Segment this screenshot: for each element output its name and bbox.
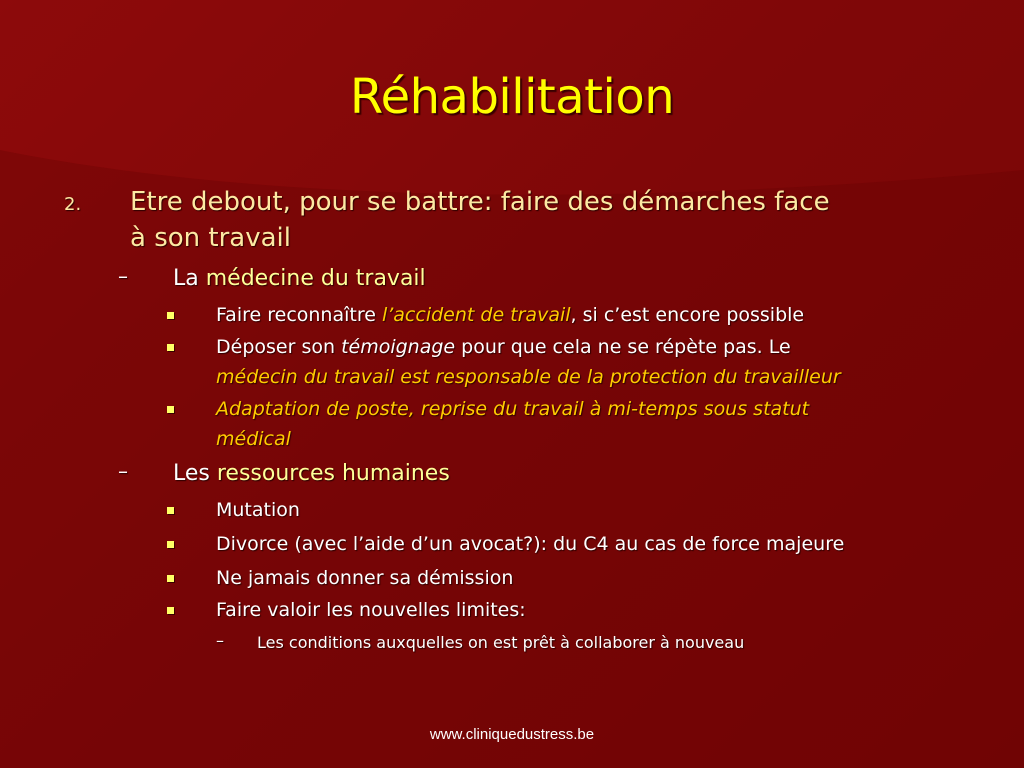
bullet-deposer-line2: médecin du travail est responsable de la protection du travailleur [216, 366, 841, 388]
footer-url: www.cliniquedustress.be [429, 726, 595, 743]
sub-heading-prefix: La [173, 266, 206, 291]
item-heading-line1: Etre debout, pour se battre: faire des démarches face [130, 187, 830, 217]
bullet-reconnaitre [216, 300, 804, 331]
bullet-square-icon [167, 575, 174, 582]
bullet-square-icon [167, 507, 174, 514]
dash-marker: – [216, 631, 224, 650]
bullet-demission: Ne jamais donner sa démission [216, 567, 514, 589]
sub-heading-medecine [173, 264, 426, 294]
sub-heading-highlight: ressources humaines [216, 461, 450, 486]
bullet-text-post: , si c’est encore possible [570, 304, 805, 326]
bullet-deposer [216, 332, 791, 363]
bullet-square-icon [167, 344, 174, 351]
dash-marker: – [118, 264, 128, 288]
subbullet-conditions: Les conditions auxquelles on est prêt à collaborer à nouveau [257, 633, 745, 652]
bullet-square-icon [167, 312, 174, 319]
bullet-divorce: Divorce (avec l’aide d’un avocat?): du C4 au cas de force majeure [216, 533, 845, 555]
bullet-square-icon [167, 541, 174, 548]
item-heading-line2: à son travail [130, 223, 291, 253]
dash-marker: – [118, 459, 128, 483]
bullet-text-post: pour que cela ne se répète pas. Le [455, 336, 791, 358]
sub-heading-ressources [173, 459, 450, 489]
bullet-italic: l’accident de travail [381, 304, 571, 326]
bullet-square-icon [167, 406, 174, 413]
bullet-mutation: Mutation [216, 499, 300, 521]
item-number: 2. [64, 194, 82, 215]
bullet-text: Déposer son [216, 336, 342, 358]
slide-title: Réhabilitation [349, 69, 675, 125]
sub-heading-highlight: médecine du travail [205, 266, 426, 291]
bullet-text: Faire reconnaître [216, 304, 382, 326]
bullet-adaptation-line2: médical [216, 428, 291, 450]
bullet-italic: témoignage [341, 336, 456, 358]
bullet-adaptation-line1: Adaptation de poste, reprise du travail à mi-temps sous statut [216, 398, 810, 420]
sub-heading-prefix: Les [173, 461, 217, 486]
bullet-square-icon [167, 607, 174, 614]
bullet-limites: Faire valoir les nouvelles limites: [216, 599, 526, 621]
